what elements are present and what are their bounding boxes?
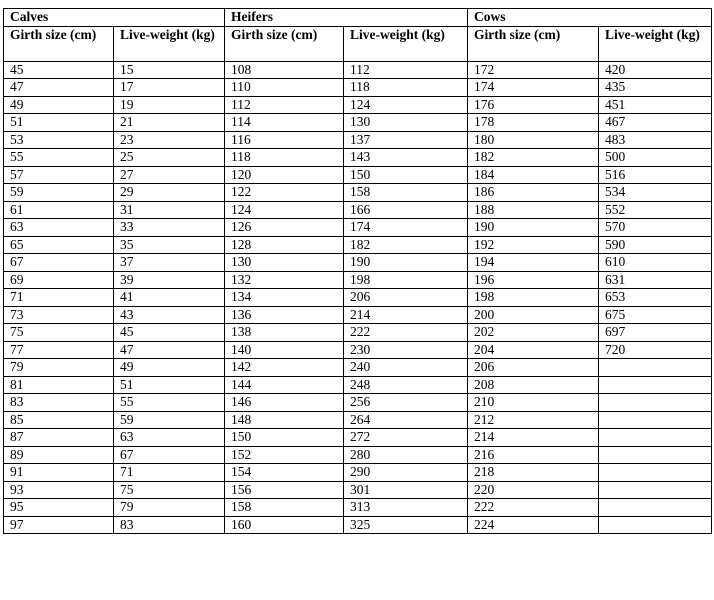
cell-heifers-weight: 256 (344, 394, 468, 412)
cell-heifers-girth: 140 (225, 341, 344, 359)
cell-cows-weight: 534 (599, 184, 712, 202)
cell-calves-girth: 57 (4, 166, 114, 184)
cell-heifers-girth: 114 (225, 114, 344, 132)
cell-calves-weight: 23 (114, 131, 225, 149)
cell-cows-weight: 451 (599, 96, 712, 114)
cell-heifers-weight: 118 (344, 79, 468, 97)
cell-calves-girth: 97 (4, 516, 114, 534)
cell-calves-girth: 67 (4, 254, 114, 272)
cell-heifers-girth: 130 (225, 254, 344, 272)
cell-heifers-weight: 230 (344, 341, 468, 359)
cell-heifers-weight: 325 (344, 516, 468, 534)
table-row (4, 464, 712, 482)
cell-calves-girth: 79 (4, 359, 114, 377)
cell-calves-girth: 83 (4, 394, 114, 412)
cell-calves-weight: 19 (114, 96, 225, 114)
table-row (4, 306, 712, 324)
cell-cows-girth: 194 (468, 254, 599, 272)
cell-heifers-weight: 137 (344, 131, 468, 149)
cell-calves-weight: 21 (114, 114, 225, 132)
cell-cows-girth: 224 (468, 516, 599, 534)
table-row (4, 236, 712, 254)
group-header-cows: Cows (468, 9, 712, 27)
cell-cows-weight: 420 (599, 61, 712, 79)
cell-calves-girth: 95 (4, 499, 114, 517)
cell-calves-weight: 75 (114, 481, 225, 499)
cell-heifers-girth: 120 (225, 166, 344, 184)
cell-cows-girth: 222 (468, 499, 599, 517)
cell-calves-girth: 55 (4, 149, 114, 167)
cell-heifers-weight: 301 (344, 481, 468, 499)
cell-calves-girth: 59 (4, 184, 114, 202)
group-header-heifers: Heifers (225, 9, 468, 27)
cell-heifers-girth: 112 (225, 96, 344, 114)
table-row (4, 394, 712, 412)
cell-calves-girth: 73 (4, 306, 114, 324)
cell-heifers-girth: 108 (225, 61, 344, 79)
table-row (4, 79, 712, 97)
cell-heifers-weight: 198 (344, 271, 468, 289)
cell-heifers-girth: 128 (225, 236, 344, 254)
cell-calves-weight: 43 (114, 306, 225, 324)
cell-cows-weight: 552 (599, 201, 712, 219)
cell-cows-girth: 200 (468, 306, 599, 324)
cell-calves-weight: 39 (114, 271, 225, 289)
cell-calves-weight: 25 (114, 149, 225, 167)
cell-cows-girth: 180 (468, 131, 599, 149)
cell-heifers-weight: 130 (344, 114, 468, 132)
cell-cows-weight: 697 (599, 324, 712, 342)
cell-cows-weight (599, 429, 712, 447)
cell-calves-weight: 47 (114, 341, 225, 359)
cell-heifers-weight: 206 (344, 289, 468, 307)
cell-heifers-girth: 116 (225, 131, 344, 149)
table-row (4, 324, 712, 342)
cell-cows-girth: 184 (468, 166, 599, 184)
cell-calves-girth: 51 (4, 114, 114, 132)
cell-cows-girth: 218 (468, 464, 599, 482)
cell-heifers-girth: 132 (225, 271, 344, 289)
cell-cows-weight: 516 (599, 166, 712, 184)
cell-heifers-girth: 146 (225, 394, 344, 412)
column-header-row (4, 26, 712, 61)
cell-cows-girth: 216 (468, 446, 599, 464)
cell-calves-girth: 77 (4, 341, 114, 359)
cell-calves-weight: 67 (114, 446, 225, 464)
cell-cows-girth: 214 (468, 429, 599, 447)
table-row (4, 131, 712, 149)
cell-calves-weight: 33 (114, 219, 225, 237)
cell-calves-weight: 17 (114, 79, 225, 97)
cell-calves-girth: 93 (4, 481, 114, 499)
cell-heifers-weight: 264 (344, 411, 468, 429)
column-header-cows-girth: Girth size (cm) (468, 26, 599, 61)
cell-heifers-weight: 150 (344, 166, 468, 184)
cell-calves-weight: 59 (114, 411, 225, 429)
table-row (4, 481, 712, 499)
cell-cows-weight (599, 394, 712, 412)
cell-calves-girth: 91 (4, 464, 114, 482)
cell-cows-girth: 220 (468, 481, 599, 499)
cell-calves-girth: 45 (4, 61, 114, 79)
cell-cows-girth: 176 (468, 96, 599, 114)
group-header-calves: Calves (4, 9, 225, 27)
cell-cows-girth: 210 (468, 394, 599, 412)
cell-calves-weight: 35 (114, 236, 225, 254)
cell-heifers-weight: 248 (344, 376, 468, 394)
table-body (4, 61, 712, 534)
table-row (4, 149, 712, 167)
table-row (4, 184, 712, 202)
cell-cows-girth: 174 (468, 79, 599, 97)
cell-calves-weight: 79 (114, 499, 225, 517)
cell-cows-girth: 186 (468, 184, 599, 202)
cell-cows-weight: 570 (599, 219, 712, 237)
cell-calves-girth: 71 (4, 289, 114, 307)
table-row (4, 376, 712, 394)
cell-heifers-girth: 122 (225, 184, 344, 202)
cell-heifers-girth: 134 (225, 289, 344, 307)
cell-cows-weight: 467 (599, 114, 712, 132)
cell-cows-girth: 206 (468, 359, 599, 377)
cell-calves-weight: 55 (114, 394, 225, 412)
table-row (4, 359, 712, 377)
cell-calves-weight: 29 (114, 184, 225, 202)
cell-calves-weight: 31 (114, 201, 225, 219)
cell-heifers-girth: 110 (225, 79, 344, 97)
cell-cows-weight: 590 (599, 236, 712, 254)
table-row (4, 61, 712, 79)
table-row (4, 96, 712, 114)
table-row (4, 446, 712, 464)
cell-calves-weight: 83 (114, 516, 225, 534)
cell-heifers-weight: 182 (344, 236, 468, 254)
cell-heifers-girth: 158 (225, 499, 344, 517)
cell-heifers-girth: 144 (225, 376, 344, 394)
cell-cows-girth: 202 (468, 324, 599, 342)
table-row (4, 499, 712, 517)
cell-calves-girth: 87 (4, 429, 114, 447)
cell-heifers-girth: 148 (225, 411, 344, 429)
cell-calves-weight: 45 (114, 324, 225, 342)
column-header-heifers-weight: Live-weight (kg) (344, 26, 468, 61)
cell-calves-weight: 63 (114, 429, 225, 447)
cell-heifers-weight: 166 (344, 201, 468, 219)
cell-calves-weight: 51 (114, 376, 225, 394)
cell-heifers-weight: 280 (344, 446, 468, 464)
cell-cows-girth: 190 (468, 219, 599, 237)
table-row (4, 219, 712, 237)
cell-cows-weight: 610 (599, 254, 712, 272)
cell-heifers-weight: 143 (344, 149, 468, 167)
cell-heifers-weight: 158 (344, 184, 468, 202)
cell-calves-weight: 15 (114, 61, 225, 79)
table-row (4, 254, 712, 272)
table-row (4, 271, 712, 289)
cell-calves-girth: 69 (4, 271, 114, 289)
cell-calves-weight: 49 (114, 359, 225, 377)
table-row (4, 114, 712, 132)
cell-heifers-girth: 150 (225, 429, 344, 447)
cell-calves-girth: 85 (4, 411, 114, 429)
table-row (4, 166, 712, 184)
cell-calves-weight: 27 (114, 166, 225, 184)
cell-calves-girth: 53 (4, 131, 114, 149)
cell-cows-girth: 192 (468, 236, 599, 254)
cell-calves-girth: 49 (4, 96, 114, 114)
cell-calves-girth: 75 (4, 324, 114, 342)
cell-calves-weight: 41 (114, 289, 225, 307)
cell-heifers-girth: 160 (225, 516, 344, 534)
cell-heifers-girth: 156 (225, 481, 344, 499)
cell-cows-weight: 500 (599, 149, 712, 167)
cell-heifers-weight: 240 (344, 359, 468, 377)
column-header-calves-girth: Girth size (cm) (4, 26, 114, 61)
cell-calves-weight: 37 (114, 254, 225, 272)
cell-cows-weight: 720 (599, 341, 712, 359)
cell-heifers-weight: 190 (344, 254, 468, 272)
cell-calves-girth: 65 (4, 236, 114, 254)
cell-heifers-weight: 214 (344, 306, 468, 324)
cell-heifers-weight: 272 (344, 429, 468, 447)
cell-cows-weight: 631 (599, 271, 712, 289)
cell-calves-girth: 61 (4, 201, 114, 219)
cell-heifers-weight: 124 (344, 96, 468, 114)
cell-cows-girth: 172 (468, 61, 599, 79)
cell-cows-girth: 182 (468, 149, 599, 167)
cell-cows-girth: 198 (468, 289, 599, 307)
cell-cows-weight (599, 464, 712, 482)
cell-heifers-weight: 290 (344, 464, 468, 482)
cell-heifers-girth: 126 (225, 219, 344, 237)
cell-heifers-girth: 138 (225, 324, 344, 342)
cell-cows-weight (599, 411, 712, 429)
table-row (4, 201, 712, 219)
cell-cows-girth: 204 (468, 341, 599, 359)
cell-cows-girth: 188 (468, 201, 599, 219)
cell-heifers-girth: 154 (225, 464, 344, 482)
cell-cows-girth: 178 (468, 114, 599, 132)
table-row (4, 341, 712, 359)
cell-heifers-girth: 152 (225, 446, 344, 464)
cell-cows-weight (599, 376, 712, 394)
cell-heifers-girth: 124 (225, 201, 344, 219)
table-row (4, 411, 712, 429)
group-header-row (4, 9, 712, 27)
table-row (4, 289, 712, 307)
cell-cows-weight (599, 446, 712, 464)
table-row (4, 516, 712, 534)
cell-cows-weight (599, 499, 712, 517)
cell-calves-girth: 63 (4, 219, 114, 237)
column-header-cows-weight: Live-weight (kg) (599, 26, 712, 61)
cell-heifers-girth: 142 (225, 359, 344, 377)
cell-cows-girth: 196 (468, 271, 599, 289)
cell-calves-girth: 81 (4, 376, 114, 394)
cell-heifers-weight: 112 (344, 61, 468, 79)
cell-cows-weight (599, 481, 712, 499)
cell-heifers-weight: 313 (344, 499, 468, 517)
cell-calves-weight: 71 (114, 464, 225, 482)
cell-calves-girth: 89 (4, 446, 114, 464)
cell-cows-weight: 435 (599, 79, 712, 97)
cell-heifers-girth: 136 (225, 306, 344, 324)
column-header-calves-weight: Live-weight (kg) (114, 26, 225, 61)
cell-cows-weight: 653 (599, 289, 712, 307)
cell-heifers-weight: 222 (344, 324, 468, 342)
cell-heifers-weight: 174 (344, 219, 468, 237)
cell-cows-weight: 483 (599, 131, 712, 149)
cell-cows-weight: 675 (599, 306, 712, 324)
girth-weight-table (3, 8, 712, 534)
cell-heifers-girth: 118 (225, 149, 344, 167)
cell-cows-weight (599, 359, 712, 377)
column-header-heifers-girth: Girth size (cm) (225, 26, 344, 61)
cell-calves-girth: 47 (4, 79, 114, 97)
cell-cows-weight (599, 516, 712, 534)
table-row (4, 429, 712, 447)
cell-cows-girth: 212 (468, 411, 599, 429)
cell-cows-girth: 208 (468, 376, 599, 394)
